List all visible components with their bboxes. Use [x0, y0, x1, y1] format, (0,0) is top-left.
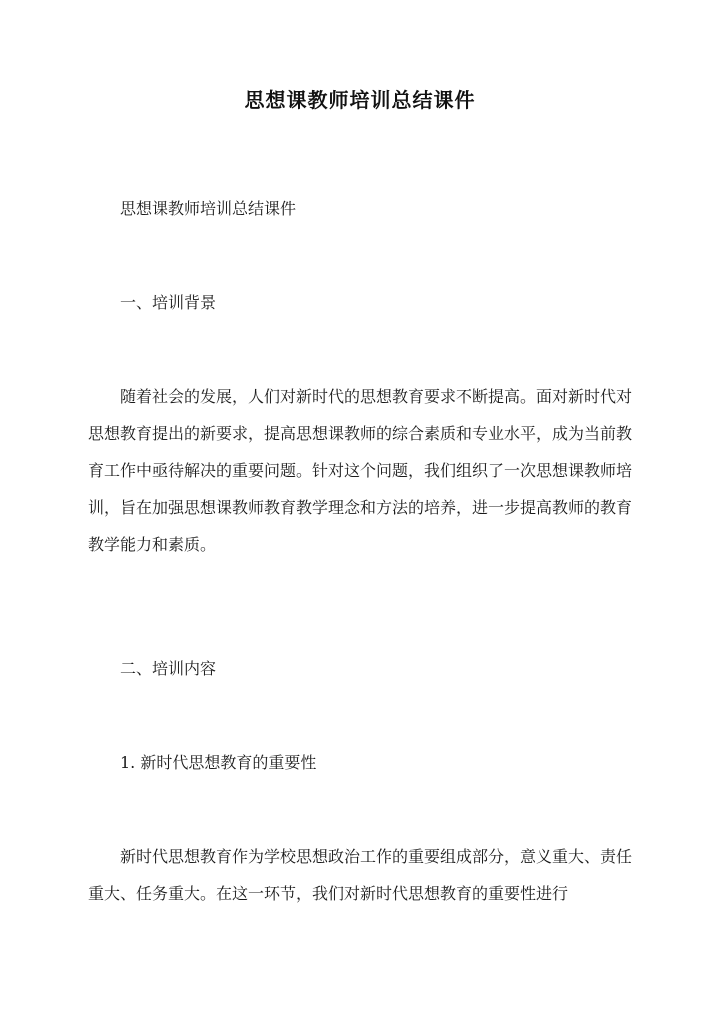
document-title: 思想课教师培训总结课件	[244, 88, 476, 112]
section-heading-background: 一、培训背景	[120, 293, 217, 312]
subsection-heading-importance: 1. 新时代思想教育的重要性	[120, 753, 317, 772]
document-subtitle: 思想课教师培训总结课件	[120, 199, 297, 218]
section-heading-content: 二、培训内容	[120, 659, 217, 678]
paragraph-background: 随着社会的发展，人们对新时代的思想教育要求不断提高。面对新时代对思想教育提出的新要求，提高思想课教师的综合素质和专业水平，成为当前教育工作中亟待解决的重要问题。针对这个问题，我们组织了一次思想课教师培训，旨在加强思想课教师教育教学理念和方法的培养，进一步提高教师的教育教学能力和素质。	[88, 387, 633, 554]
paragraph-importance: 新时代思想教育作为学校思想政治工作的重要组成部分，意义重大、责任重大、任务重大。在这一环节，我们对新时代思想教育的重要性进行	[88, 847, 633, 903]
